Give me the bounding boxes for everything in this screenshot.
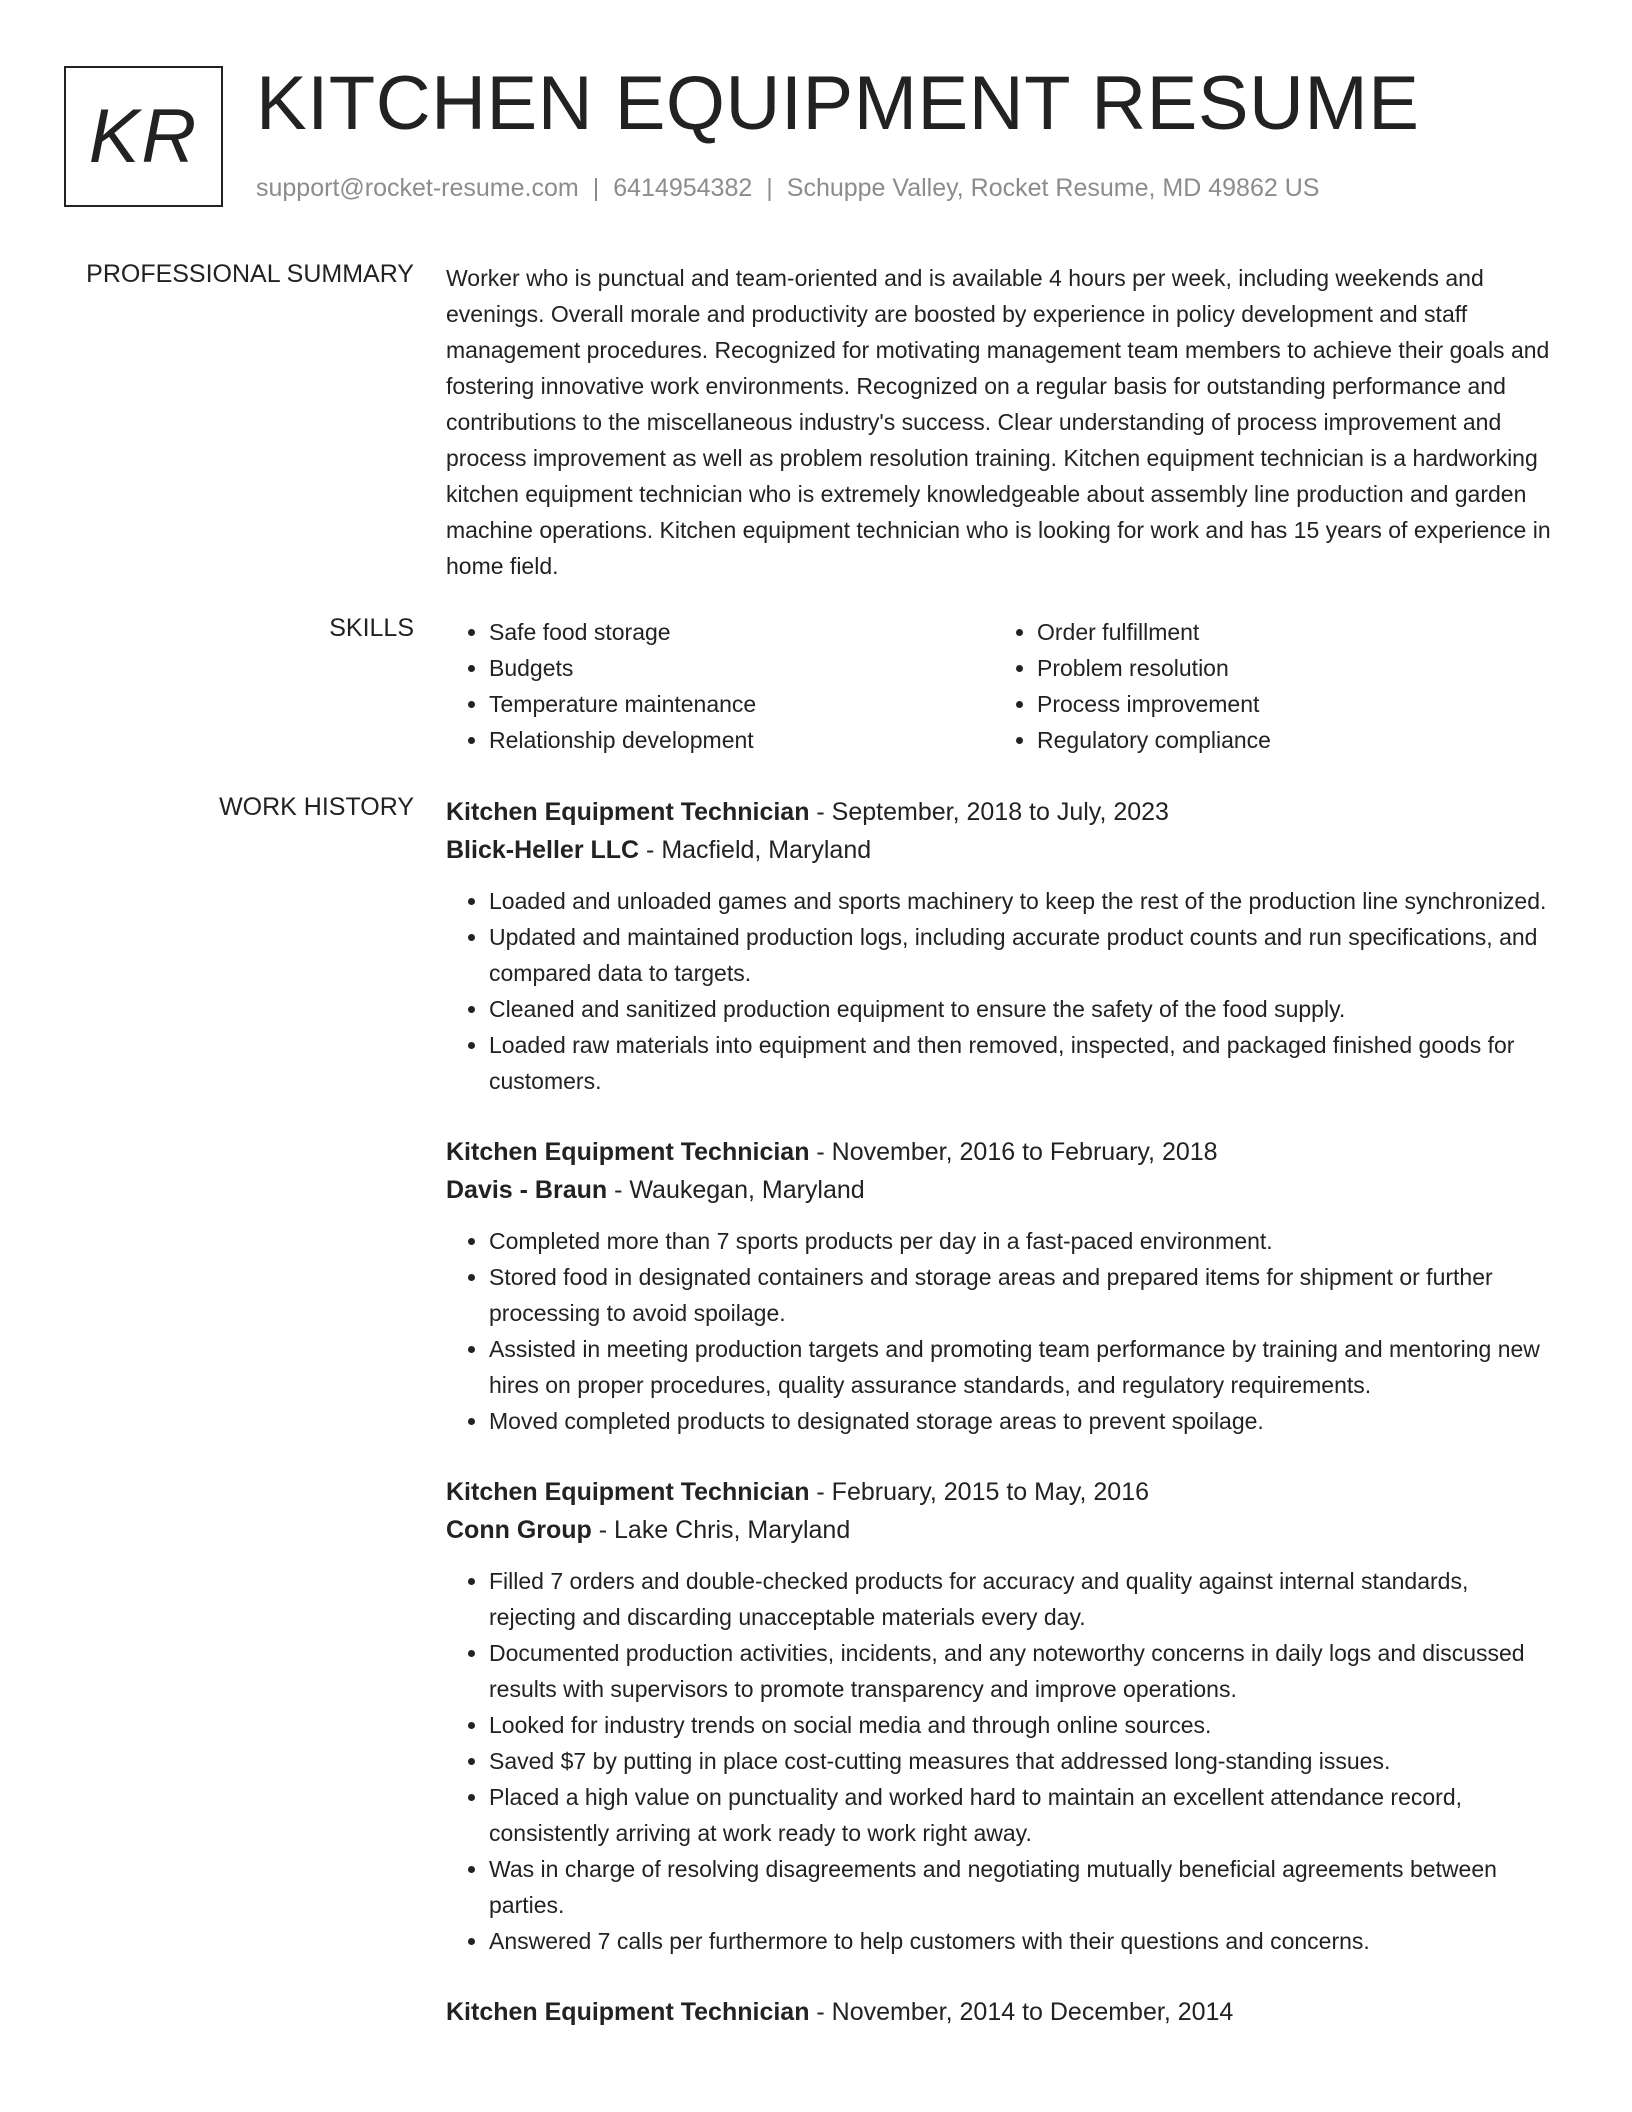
contact-separator: |	[592, 174, 600, 202]
contact-phone: 6414954382	[613, 174, 753, 202]
monogram-logo: KR	[64, 66, 223, 207]
job-dates: - February, 2015 to May, 2016	[809, 1478, 1149, 1506]
skill-item: • Order fulfillment	[1037, 614, 1542, 650]
job-dates: - November, 2016 to February, 2018	[809, 1138, 1218, 1166]
job-duty: • Placed a high value on punctuality and worked hard to maintain an excellent attendance record, consistently arriving at work ready to work right away.	[489, 1779, 1560, 1851]
job-duty: • Stored food in designated containers and storage areas and prepared items for shipment or further processing to avoid spoilage.	[489, 1259, 1560, 1331]
job-dates: - September, 2018 to July, 2023	[809, 798, 1169, 826]
job-company-line	[446, 1171, 1560, 1209]
work-history-body	[446, 793, 1560, 2065]
contact-line	[256, 174, 1319, 203]
summary-text: Worker who is punctual and team-oriented and is available 4 hours per week, including weekends and evenings. Overall morale and productivity are boosted by experience in policy development and staff management procedures. Recognized for motivating management team members to achieve their goals and fostering innovative work environments. Recognized on a regular basis for outstanding performance and contributions to the miscellaneous industry's success. Clear understanding of process improvement and process improvement as well as problem resolution training. Kitchen equipment technician is a hardworking kitchen equipment technician who is extremely knowledgeable about assembly line production and garden machine operations. Kitchen equipment technician who is looking for work and has 15 years of experience in home field.	[446, 265, 1551, 579]
skill-item: • Problem resolution	[1037, 650, 1542, 686]
job-entry	[446, 1993, 1560, 2031]
job-entry	[446, 1133, 1560, 1439]
job-company-line	[446, 831, 1560, 869]
job-duty: • Looked for industry trends on social media and through online sources.	[489, 1707, 1560, 1743]
summary-body	[446, 260, 1560, 584]
job-role: Kitchen Equipment Technician	[446, 1478, 810, 1506]
skills-body	[446, 614, 1560, 758]
summary-heading: PROFESSIONAL SUMMARY	[86, 260, 414, 288]
job-entry	[446, 793, 1560, 1099]
resume-title: KITCHEN EQUIPMENT RESUME	[256, 61, 1420, 146]
skills-heading: SKILLS	[329, 614, 414, 642]
job-role: Kitchen Equipment Technician	[446, 1998, 810, 2026]
job-duty: • Documented production activities, incidents, and any noteworthy concerns in daily logs and discussed results with supervisors to promote transparency and improve operations.	[489, 1635, 1560, 1707]
job-duty: • Loaded and unloaded games and sports machinery to keep the rest of the production line synchronized.	[489, 883, 1560, 919]
job-role: Kitchen Equipment Technician	[446, 798, 810, 826]
job-duties	[446, 1223, 1560, 1439]
contact-email: support@rocket-resume.com	[256, 174, 579, 202]
skill-item: • Budgets	[489, 650, 994, 686]
job-company: Blick-Heller LLC	[446, 836, 640, 864]
work-history-heading: WORK HISTORY	[219, 793, 414, 821]
job-dates: - November, 2014 to December, 2014	[809, 1998, 1234, 2026]
job-duty: • Completed more than 7 sports products per day in a fast-paced environment.	[489, 1223, 1560, 1259]
job-title-line	[446, 1133, 1560, 1171]
job-duty: • Moved completed products to designated storage areas to prevent spoilage.	[489, 1403, 1560, 1439]
job-entry	[446, 1473, 1560, 1959]
skill-item: • Relationship development	[489, 722, 994, 758]
job-duty: • Cleaned and sanitized production equipment to ensure the safety of the food supply.	[489, 991, 1560, 1027]
job-duty: • Answered 7 calls per furthermore to help customers with their questions and concerns.	[489, 1923, 1560, 1959]
job-title-line	[446, 1993, 1560, 2031]
skill-item: • Regulatory compliance	[1037, 722, 1542, 758]
job-duty: • Updated and maintained production logs, including accurate product counts and run specifications, and compared data to targets.	[489, 919, 1560, 991]
job-company: Conn Group	[446, 1516, 592, 1544]
skill-item: • Temperature maintenance	[489, 686, 994, 722]
skills-list-left	[446, 614, 994, 758]
skills-list-right	[994, 614, 1542, 758]
contact-separator: |	[766, 174, 773, 202]
job-duties	[446, 1563, 1560, 1959]
job-company-line	[446, 1511, 1560, 1549]
job-location: - Macfield, Maryland	[639, 836, 872, 864]
contact-address: Schuppe Valley, Rocket Resume, MD 49862 US	[786, 174, 1320, 202]
job-location: - Lake Chris, Maryland	[591, 1516, 851, 1544]
job-duty: • Loaded raw materials into equipment and then removed, inspected, and packaged finished goods for customers.	[489, 1027, 1560, 1099]
job-role: Kitchen Equipment Technician	[446, 1138, 810, 1166]
job-duty: • Assisted in meeting production targets and promoting team performance by training and mentoring new hires on proper procedures, quality assurance standards, and regulatory requirements.	[489, 1331, 1560, 1403]
job-duty: • Saved $7 by putting in place cost-cutting measures that addressed long-standing issues.	[489, 1743, 1560, 1779]
job-duty: • Was in charge of resolving disagreements and negotiating mutually beneficial agreements between parties.	[489, 1851, 1560, 1923]
skill-item: • Process improvement	[1037, 686, 1542, 722]
job-title-line	[446, 1473, 1560, 1511]
job-location: - Waukegan, Maryland	[607, 1176, 865, 1204]
job-duty: • Filled 7 orders and double-checked products for accuracy and quality against internal standards, rejecting and discarding unacceptable materials every day.	[489, 1563, 1560, 1635]
job-company: Davis - Braun	[446, 1176, 608, 1204]
job-title-line	[446, 793, 1560, 831]
skill-item: • Safe food storage	[489, 614, 994, 650]
job-duties	[446, 883, 1560, 1099]
